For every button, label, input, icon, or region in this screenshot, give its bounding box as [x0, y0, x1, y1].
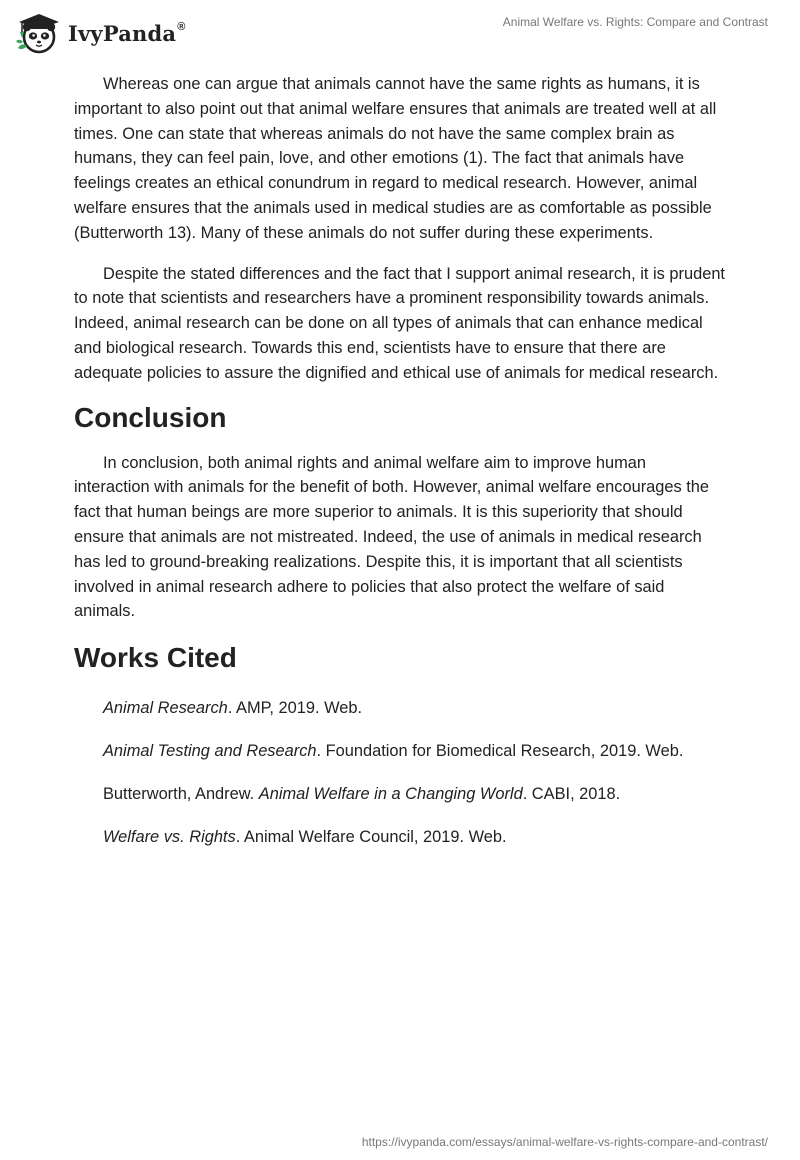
ivypanda-logo[interactable] — [14, 8, 186, 56]
page-header — [0, 0, 800, 60]
essay-content — [74, 72, 726, 867]
works-cited-heading: Works Cited — [74, 642, 237, 674]
body-paragraph: Despite the stated differences and the fact that I support animal research, it is prudent to note that scientists and researchers have a prominent responsibility towards animals. Indeed, animal research can be done on all types of animals that can enhance medical and biological research. Towards this end, scientists have to ensure that there are adequate policies to assure the dignified and ethical use of animals for medical research. — [74, 264, 725, 382]
panda-graduation-cap-icon — [14, 8, 62, 56]
source-url-link[interactable]: https://ivypanda.com/essays/animal-welfare-vs-rights-compare-and-contrast/ — [361, 1135, 768, 1149]
citation-item: Animal Research. AMP, 2019. Web. — [103, 699, 363, 718]
citation-item: Animal Testing and Research. Foundation for Biomedical Research, 2019. Web. — [103, 741, 684, 760]
logo-wordmark: IvyPanda® — [68, 20, 186, 46]
body-paragraph: Whereas one can argue that animals cannot have the same rights as humans, it is important to also point out that animal welfare ensures that animals are treated well at all times. One can state that whereas animals do not have the same complex brain as humans, they can feel pain, love, and other emotions (1). The fact that animals have feelings creates an ethical conundrum in regard to medical research. However, animal welfare ensures that the animals used in medical studies are as comfortable as possible (Butterworth 13). Many of these animals do not suffer during these experiments. — [74, 75, 717, 242]
citation-item: Welfare vs. Rights. Animal Welfare Council, 2019. Web. — [103, 827, 507, 846]
citation-item: Butterworth, Andrew. Animal Welfare in a Changing World. CABI, 2018. — [103, 784, 621, 803]
conclusion-heading: Conclusion — [74, 401, 227, 433]
conclusion-paragraph: In conclusion, both animal rights and animal welfare aim to improve human interaction with animals for the benefit of both. However, animal welfare encourages the fact that human beings are more superior to animals. It is this superiority that should ensure that animals are not mistreated. Indeed, the use of animals in medical research has led to ground-breaking realizations. Despite this, it is important that all scientists involved in animal research adhere to policies that also protect the welfare of said animals. — [74, 453, 710, 621]
document-title: Animal Welfare vs. Rights: Compare and Contrast — [502, 15, 768, 29]
